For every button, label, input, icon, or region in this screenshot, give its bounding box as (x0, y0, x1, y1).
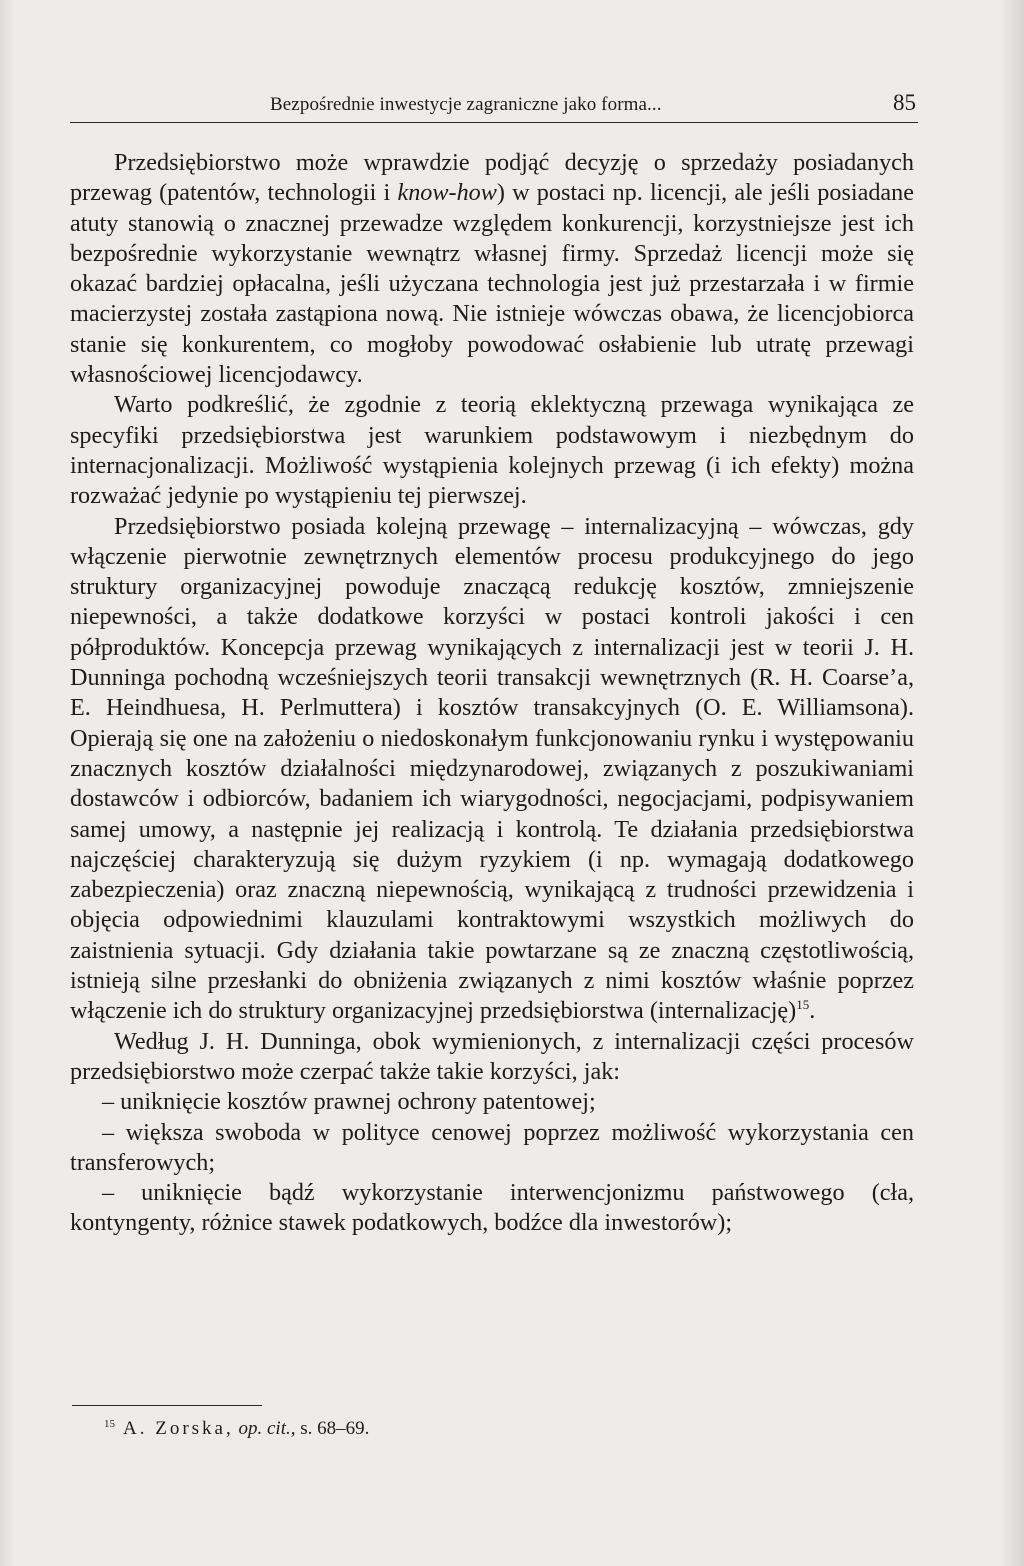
paragraph: Warto podkreślić, że zgodnie z teorią eklektyczną przewaga wynikająca ze specyfiki przedsiębiorstwa jest warunkiem podstawowym i niezbędnym do internacjonalizacji. Możliwość wystąpienia kolejnych przewag (i ich efekty) można rozważać jedynie po wystąpieniu tej pierwszej. (70, 391, 914, 510)
page-header (70, 92, 918, 123)
footnote-separator (72, 1405, 262, 1406)
page-number: 85 (893, 90, 916, 115)
list-item: – uniknięcie bądź wykorzystanie interwencjonizmu państwowego (cła, kontyngenty, różnice stawek podatkowych, bodźce dla inwestorów); (70, 1179, 914, 1237)
footnote-number: 15 (104, 1418, 115, 1430)
running-title: Bezpośrednie inwestycje zagraniczne jako forma... (270, 94, 662, 115)
footnote-author: A. Zorska, (123, 1418, 234, 1439)
footnote-ref: 15 (796, 997, 810, 1013)
paragraph: Przedsiębiorstwo posiada kolejną przewagę – internalizacyjną – wówczas, gdy włączenie pierwotnie zewnętrznych elementów procesu produkcyjnego do jego struktury organizacyjnej powoduje znaczącą redukcję kosztów, zmniejszenie niepewności, a także dodatkowe korzyści w postaci kontroli jakości i cen półproduktów. Koncepcja przewag wynikających z internalizacji jest w teorii J. H. Dunninga pochodną wcześniejszych teorii transakcji wewnętrznych (R. H. Coarse’a, E. Heindhuesa, H. Perlmuttera) i kosztów transakcyjnych (O. E. Williamsona). Opierają się one na założeniu o niedoskonałym funkcjonowaniu rynku i występowaniu znacznych kosztów działalności międzynarodowej, związanych z poszukiwaniami dostawców i odbiorców, badaniem ich wiarygodności, negocjacjami, podpisywaniem samej umowy, a następnie jej realizacją i kontrolą. Te działania przedsiębiorstwa najczęściej charakteryzują się dużym ryzykiem (i np. wymagają dodatkowego zabezpieczenia) oraz znaczną niepewnością, wynikającą z trudności przewidzenia i objęcia odpowiednimi klauzulami kontraktowymi wszystkich możliwych do zaistnienia sytuacji. Gdy działania takie powtarzane są ze znaczną częstotliwością, istnieją silne przesłanki do obniżenia związanych z nimi kosztów właśnie poprzez włączenie ich do struktury organizacyjnej przedsiębiorstwa (internalizację)$^{15}$. (70, 512, 914, 1025)
paragraph: Przedsiębiorstwo może wprawdzie podjąć decyzję o sprzedaży posiadanych przewag (patentów, technologii i know-how) w postaci np. licencji, ale jeśli posiadane atuty stanowią o znacznej przewadze względem konkurencji, korzystniejsze jest ich bezpośrednie wykorzystanie wewnątrz własnej firmy. Sprzedaż licencji może się okazać bardziej opłacalna, jeśli użyczana technologia jest już przestarzała i w firmie macierzystej została zastąpiona nową. Nie istnieje wówczas obawa, że licencjobiorca stanie się konkurentem, co mogłoby powodować osłabienie lub utratę przewagi własnościowej licencjodawcy. (70, 149, 914, 389)
footnote (104, 1418, 369, 1440)
footnote-pages: s. 68–69. (300, 1418, 370, 1439)
italic-term: know-how (397, 179, 497, 207)
body-text (70, 148, 914, 1239)
list-item: – uniknięcie kosztów prawnej ochrony patentowej; (102, 1088, 596, 1116)
paragraph: Według J. H. Dunninga, obok wymienionych, z internalizacji części procesów przedsiębiorstwo może czerpać także takie korzyści, jak: (70, 1027, 914, 1085)
footnote-ref: op. cit., (238, 1418, 296, 1439)
list-item: – większa swoboda w polityce cenowej poprzez możliwość wykorzystania cen transferowych; (70, 1118, 914, 1176)
